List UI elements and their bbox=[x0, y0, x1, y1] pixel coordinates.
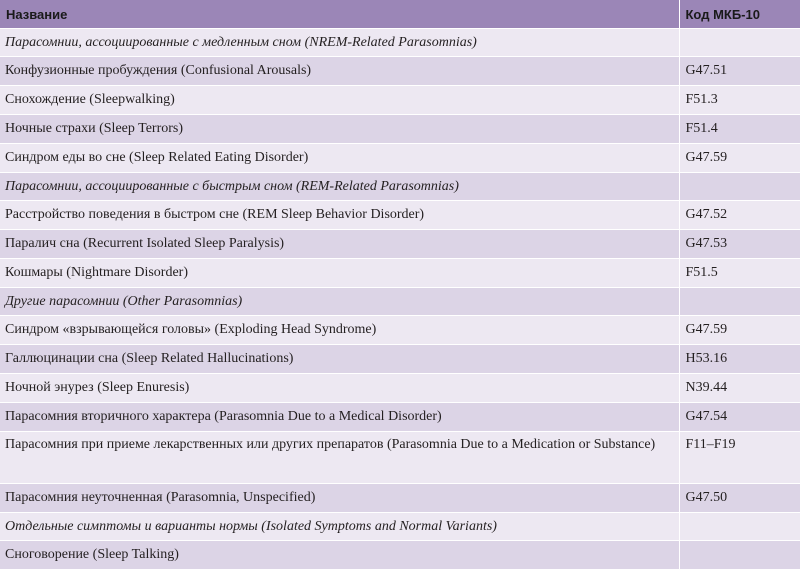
row-name: Паралич сна (Recurrent Isolated Sleep Paralysis) bbox=[0, 230, 679, 259]
row-name: Парасомния неуточненная (Parasomnia, Unspecified) bbox=[0, 484, 679, 513]
row-name: Снохождение (Sleepwalking) bbox=[0, 86, 679, 115]
section-row bbox=[0, 513, 800, 541]
section-row bbox=[0, 29, 800, 57]
row-name: Парасомния вторичного характера (Parasomnia Due to a Medical Disorder) bbox=[0, 403, 679, 432]
row-code: G47.54 bbox=[679, 403, 800, 432]
section-title: Отдельные симптомы и варианты нормы (Isolated Symptoms and Normal Variants) bbox=[0, 513, 679, 541]
row-code: F51.3 bbox=[679, 86, 800, 115]
row-code: H53.16 bbox=[679, 345, 800, 374]
table-row bbox=[0, 201, 800, 230]
table-row bbox=[0, 144, 800, 173]
row-code: G47.52 bbox=[679, 201, 800, 230]
column-header-code: Код МКБ-10 bbox=[679, 0, 800, 29]
table-row bbox=[0, 316, 800, 345]
row-code: N39.44 bbox=[679, 374, 800, 403]
table-row bbox=[0, 403, 800, 432]
section-code bbox=[679, 288, 800, 316]
table-row bbox=[0, 230, 800, 259]
row-name: Расстройство поведения в быстром сне (REM Sleep Behavior Disorder) bbox=[0, 201, 679, 230]
table-header-row bbox=[0, 0, 800, 29]
row-code: G47.51 bbox=[679, 57, 800, 86]
section-title: Парасомнии, ассоциированные с быстрым сном (REM-Related Parasomnias) bbox=[0, 173, 679, 201]
row-code: F51.5 bbox=[679, 259, 800, 288]
row-name: Кошмары (Nightmare Disorder) bbox=[0, 259, 679, 288]
table-row bbox=[0, 259, 800, 288]
section-code bbox=[679, 29, 800, 57]
table-row bbox=[0, 115, 800, 144]
row-name: Парасомния при приеме лекарственных или других препаратов (Parasomnia Due to a Medication or Substance) bbox=[0, 432, 679, 484]
row-code: F11–F19 bbox=[679, 432, 800, 484]
row-name: Галлюцинации сна (Sleep Related Hallucinations) bbox=[0, 345, 679, 374]
section-title: Другие парасомнии (Other Parasomnias) bbox=[0, 288, 679, 316]
column-header-name: Название bbox=[0, 0, 679, 29]
row-code: G47.50 bbox=[679, 484, 800, 513]
section-title: Парасомнии, ассоциированные с медленным сном (NREM-Related Parasomnias) bbox=[0, 29, 679, 57]
table-row bbox=[0, 374, 800, 403]
table-row bbox=[0, 541, 800, 570]
section-row bbox=[0, 173, 800, 201]
section-code bbox=[679, 173, 800, 201]
row-code: F51.4 bbox=[679, 115, 800, 144]
row-name: Синдром «взрывающейся головы» (Exploding Head Syndrome) bbox=[0, 316, 679, 345]
row-name: Ночные страхи (Sleep Terrors) bbox=[0, 115, 679, 144]
table-row bbox=[0, 345, 800, 374]
table-row bbox=[0, 484, 800, 513]
row-name: Конфузионные пробуждения (Confusional Arousals) bbox=[0, 57, 679, 86]
table-row bbox=[0, 86, 800, 115]
row-code: G47.59 bbox=[679, 144, 800, 173]
table-row bbox=[0, 432, 800, 484]
section-row bbox=[0, 288, 800, 316]
table-row bbox=[0, 57, 800, 86]
row-code bbox=[679, 541, 800, 570]
row-name: Синдром еды во сне (Sleep Related Eating Disorder) bbox=[0, 144, 679, 173]
row-name: Сноговорение (Sleep Talking) bbox=[0, 541, 679, 570]
row-code: G47.53 bbox=[679, 230, 800, 259]
section-code bbox=[679, 513, 800, 541]
row-code: G47.59 bbox=[679, 316, 800, 345]
row-name: Ночной энурез (Sleep Enuresis) bbox=[0, 374, 679, 403]
